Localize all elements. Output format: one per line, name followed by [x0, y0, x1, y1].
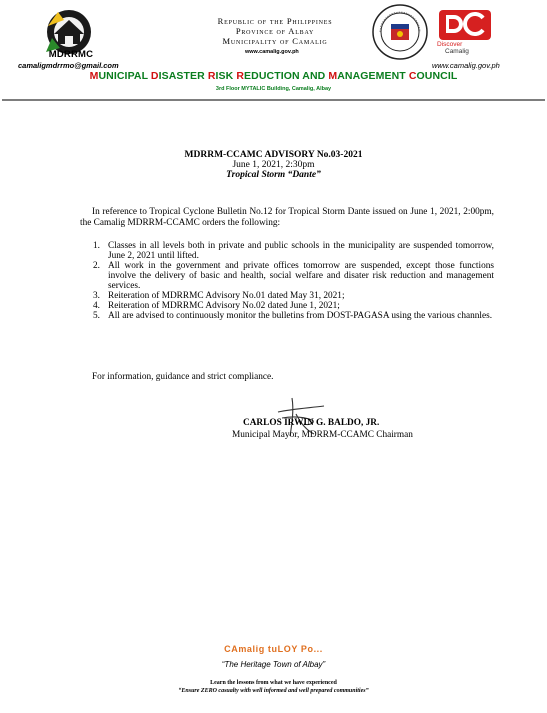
order-number: 2. [93, 261, 100, 271]
order-text: All are advised to continuously monitor the bulletins from DOST-PAGASA using the various channles. [108, 311, 493, 321]
signatory-role: Municipal Mayor, MDRRM-CCAMC Chairman [232, 430, 413, 440]
mdrrmc-logo-label: MDRRMC [48, 49, 94, 60]
province-line: Province of Albay [235, 26, 315, 36]
discover-word: Discover [437, 41, 463, 48]
order-item [80, 261, 494, 291]
council-initial: R [236, 70, 245, 82]
council-word: EDUCTION AND [244, 70, 329, 82]
orders-list [80, 241, 494, 321]
order-number: 4. [93, 301, 100, 311]
council-word: ISASTER [158, 70, 208, 82]
signatory-name: CARLOS IRWIN G. BALDO, JR. [243, 418, 380, 428]
order-number: 5. [93, 311, 100, 321]
intro-paragraph: In reference to Tropical Cyclone Bulletin No.12 for Tropical Storm Dante issued on June 1, 2021, 2:00pm, the Camalig MDRRM-CCAMC orders the following: [80, 207, 494, 228]
republic-line: Republic of the Philippines [217, 16, 333, 26]
closing-line: For information, guidance and strict compliance. [92, 372, 274, 382]
council-word: ANAGEMENT [337, 70, 409, 82]
heritage-line: “The Heritage Town of Albay” [221, 660, 326, 669]
order-text: Reiteration of MDRRMC Advisory No.01 dated May 31, 2021; [108, 291, 345, 301]
office-address: 3rd Floor MYTALIC Building, Camalig, Albay [215, 86, 332, 92]
discover-camalig-text [437, 41, 469, 55]
council-initial: C [408, 70, 417, 82]
storm-name: Tropical Storm “Dante” [226, 170, 321, 180]
camalig-word: Camalig [445, 48, 469, 55]
municipal-seal [372, 4, 428, 60]
order-text: Classes in all levels both in private and public schools in the municipality are suspended tomorrow, June 2, 2021 until lifted. [108, 241, 494, 261]
order-item [80, 291, 494, 301]
website-small[interactable]: www.camalig.gov.ph [245, 49, 299, 55]
advisory-date: June 1, 2021, 2:30pm [232, 160, 315, 170]
order-item [80, 241, 494, 261]
council-initial: M [328, 70, 338, 82]
council-word: OUNCIL [416, 70, 458, 82]
order-item [80, 311, 494, 321]
advisory-title: MDRRM-CCAMC ADVISORY No.03-2021 [184, 150, 363, 160]
council-word: ISK [215, 70, 237, 82]
footer-tagline: CAmalig tuLOY Po... [224, 644, 323, 654]
lessons-line: Learn the lessons from what we have experienced [210, 680, 337, 686]
email-address[interactable]: camaligmdrrmo@gmail.com [18, 61, 119, 70]
order-number: 1. [93, 241, 100, 251]
council-name [0, 70, 547, 82]
council-initial: D [150, 70, 159, 82]
order-number: 3. [93, 291, 100, 301]
council-word: UNICIPAL [98, 70, 151, 82]
order-text: Reiteration of MDRRMC Advisory No.02 dated June 1, 2021; [108, 301, 340, 311]
municipality-line: Municipality of Camalig [222, 36, 328, 46]
council-initial: M [89, 70, 99, 82]
header-divider [2, 99, 545, 101]
order-text: All work in the government and private offices tomorrow are suspended, except those functions involve the delivery of basic and health, social welfare and disater risk reduction and management services. [108, 261, 494, 291]
website-right[interactable]: www.camalig.gov.ph [432, 61, 500, 70]
council-initial: R [207, 70, 216, 82]
ensure-line: “Ensure ZERO casualty with well informed and well prepared communities” [178, 688, 369, 694]
order-item [80, 301, 494, 311]
